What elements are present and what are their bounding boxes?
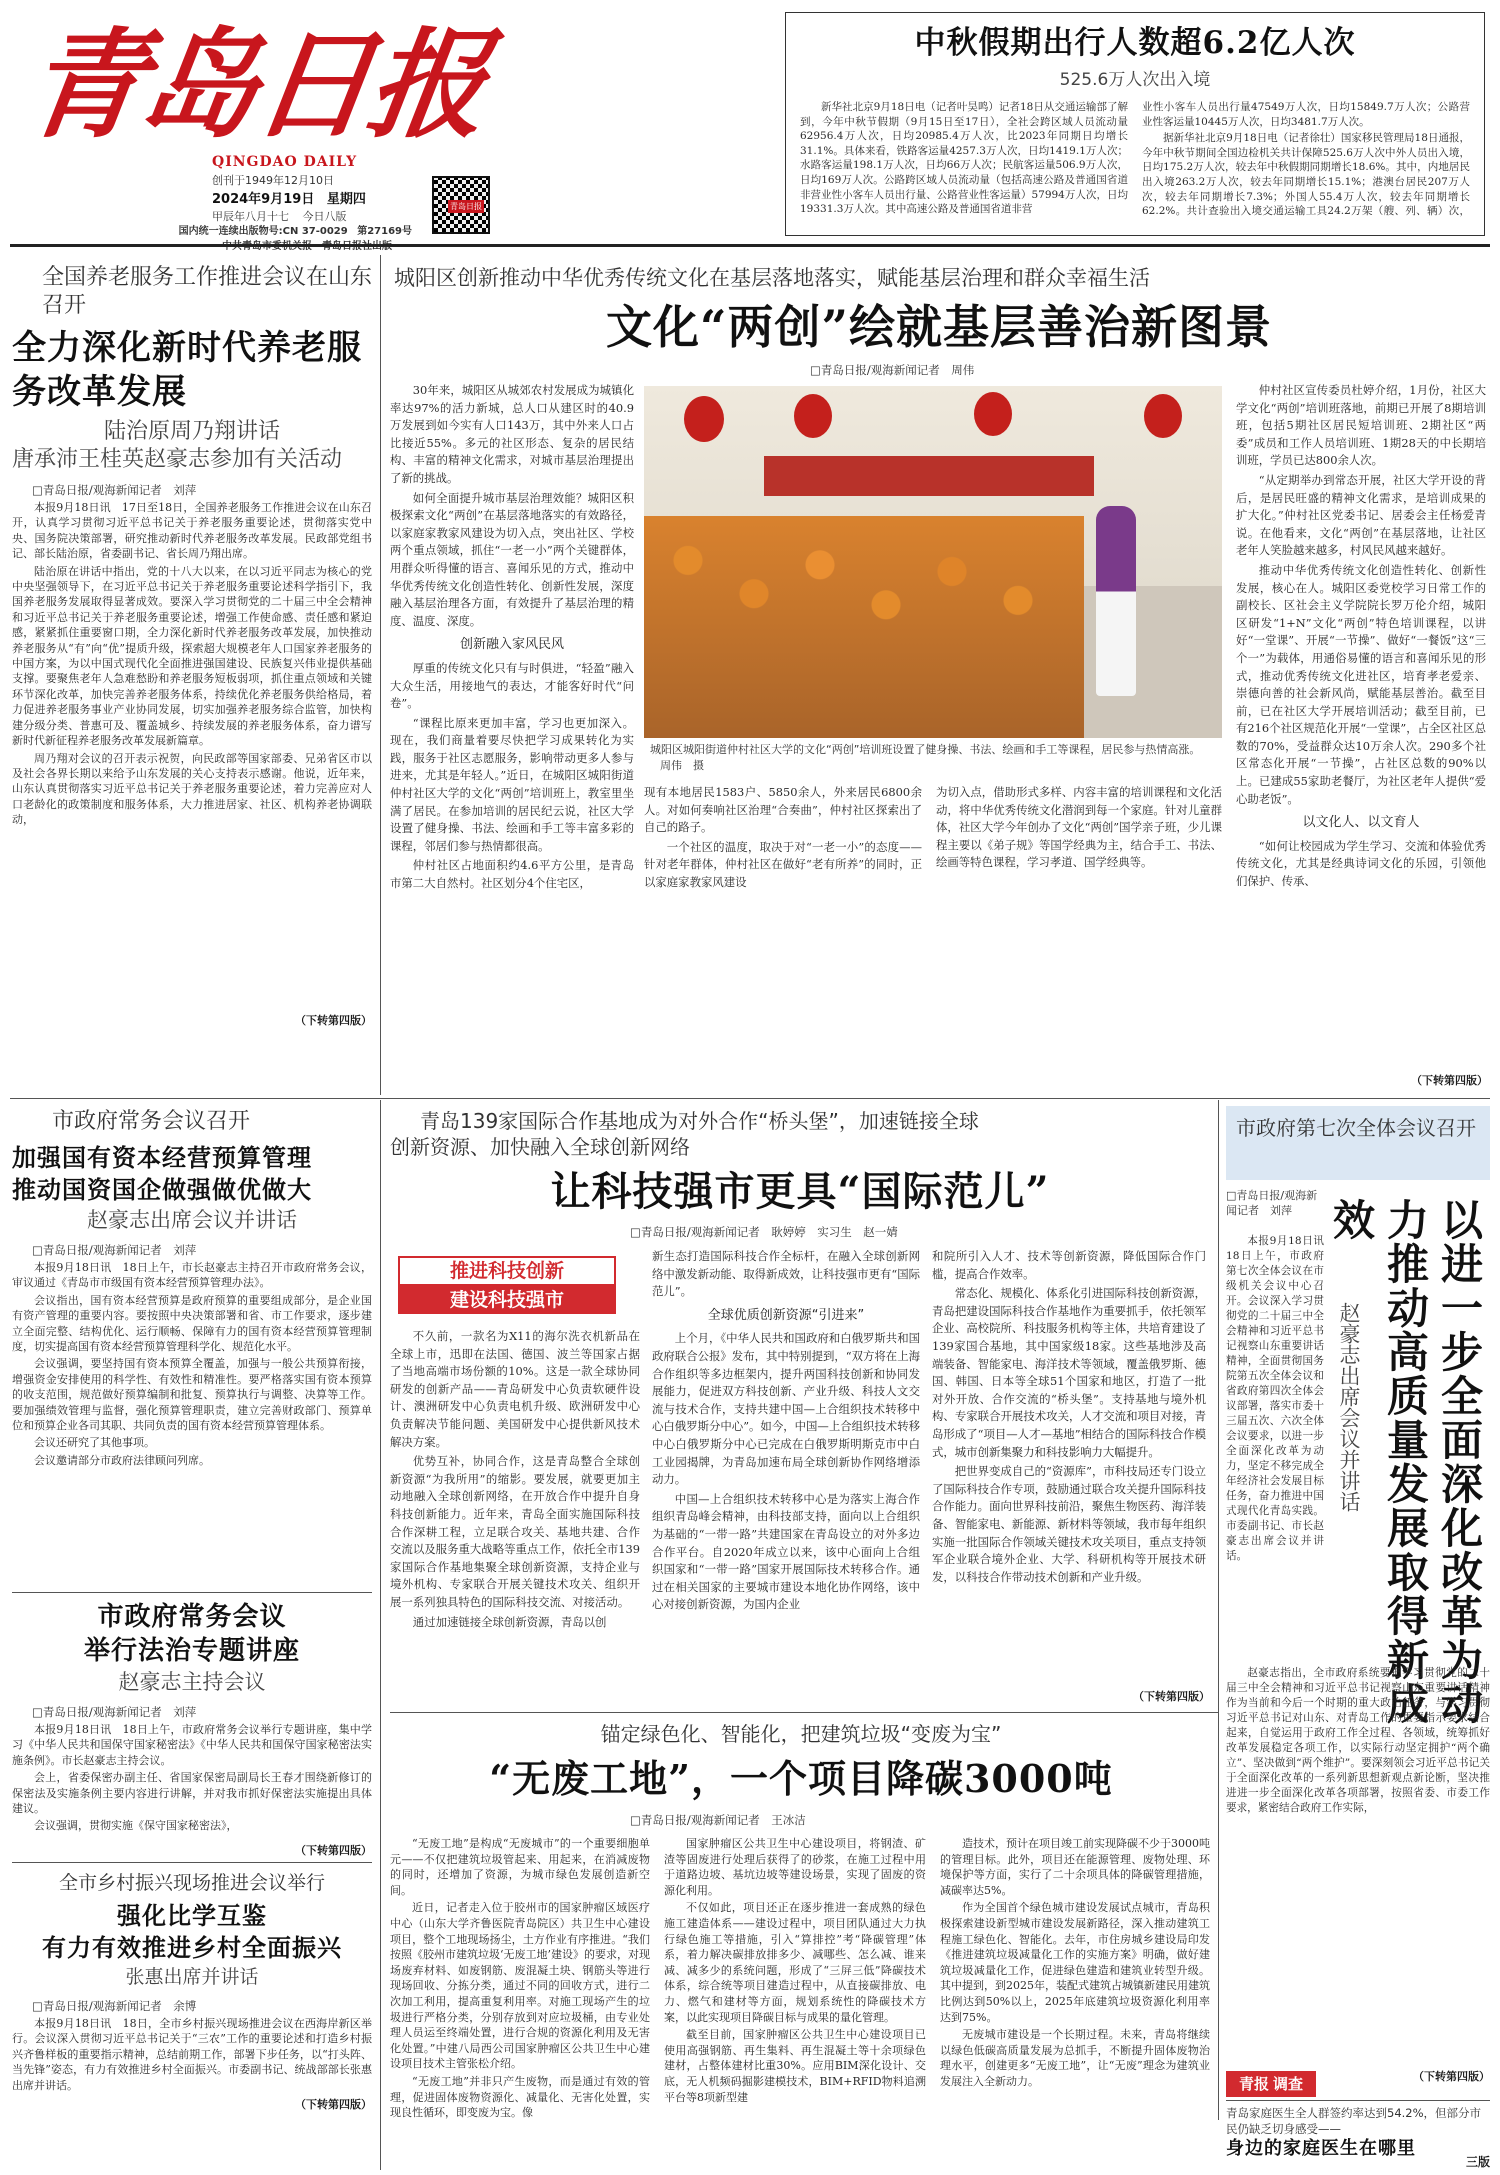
tech-byline: □青岛日报/观海新闻记者 耿婷婷 实习生 赵一婧 bbox=[630, 1225, 898, 1239]
paragraph: 据新华社北京9月18日电（记者徐壮）国家移民管理局18日通报，今年中秋节期间全国边检机关共计保障525.6万人次中外人员出入境，日均175.2万人次，较去年中秋假期同期增长18.6%。其中，内地居民出入境263.2万人次，较去年同期增长15.1%；港澳台居民207万人次，较去年同期增长7.3%；外国人55.4万人次，较去年同期增长62.2%。共计查验出入境交通运输工具24.2万架（艘、列、辆）次， bbox=[1142, 132, 1470, 218]
photo-lantern bbox=[684, 396, 724, 442]
culture-kicker: 城阳区创新推动中华优秀传统文化在基层落地落实，赋能基层治理和群众幸福生活 bbox=[394, 266, 1150, 290]
paragraph: 会议邀请部分市政府法律顾问列席。 bbox=[34, 1453, 210, 1467]
paragraph: 推动中华优秀传统文化创造性转化、创新性发展，核心在人。城阳区委党校学习日常工作的副校长、区社会主义学院院长罗万伦介绍，城阳区研发“1+N”文化“两创”特色培训课程，以讲好“一堂课”、开展“一节操”、做好“一餐饭”这“三个一”为载体，用通俗易懂的语言和喜闻乐见的形式，推动优秀传统文化进社区，培育孝老爱亲、崇德向善的社会新风尚，赋能基层善治。截至目前，已在社区大学开展培训活动；截至目前，已有216个社区规范化开展“一堂课”，占全区社区总数的70%，受益群众达10万余人次。290多个社区常态化开展“一节操”，占社区总数的90%以上。已建成55家助老餐厅，为社区老年人提供“爱心助老饭”。 bbox=[1236, 562, 1486, 806]
paragraph: “课程比原来更加丰富，学习也更加深入。现在，我们商量着要尽快把学习成果转化为实践，服务于社区志愿服务，影响带动更多人参与进来，尤其是年轻人。”近日，在城阳区城阳街道仲村社区大学的文化“两创”培训班上，教室里坐满了居民。在参加培训的居民纪云说，社区大学设置了健身操、书法、绘画和手工等丰富多彩的课程，邻居们参与热情都很高。 bbox=[390, 715, 634, 853]
caption-text: 城阳区城阳街道仲村社区大学的文化“两创”培训班设置了健身操、书法、绘画和手工等课程，居民参与热情高涨。 bbox=[650, 743, 1201, 756]
waste-byline: □青岛日报/观海新闻记者 王冰洁 bbox=[630, 1813, 806, 1827]
paragraph: 国家肿瘤区公共卫生中心建设项目，将钢渣、矿渣等固废进行处理后获得了的砂浆，在施工过程中用于道路边坡、基坑边坡等建设场景，实现了固废的资源化利用。 bbox=[664, 1837, 926, 1897]
paragraph: 上个月，《中华人民共和国政府和白俄罗斯共和国政府联合公报》发布，其中特别提到，“双方将在上海合作组织等多边框架内，提升两国科技创新和协同发展能力，促进双方科技创新、产业升级、科技人文交流与技术合作，支持共建中国—上合组织技术转移中心白俄罗斯分中心”。如今，中国—上合组织技术转移中心白俄罗斯分中心已完成在白俄罗斯明斯克市中白工业园揭牌，为青岛加速布局全球创新协作网络增添动力。 bbox=[652, 1331, 920, 1487]
reform-kicker: 市政府第七次全体会议召开 bbox=[1236, 1116, 1476, 1140]
top-news-body bbox=[800, 100, 1470, 218]
reform-body-bottom bbox=[1226, 1666, 1490, 2064]
waste-kicker: 锚定绿色化、智能化，把建筑垃圾“变废为宝” bbox=[600, 1722, 1002, 1746]
rural-sub: 张惠出席并讲话 bbox=[125, 1966, 259, 1988]
continue-link[interactable]: （下转第四版） bbox=[1411, 1074, 1488, 1087]
reform-kicker-box bbox=[1226, 1106, 1490, 1180]
paragraph: 本报9月18日讯 17日至18日，全国养老服务工作推进会议在山东召开，认真学习贯彻习近平总书记关于养老服务重要论述，贯彻落实党中央、国务院决策部署，研究推动新时代养老服务改革发展。民政部党组书记、部长陆治原，省委副书记、省长周乃翔出席。 bbox=[12, 501, 372, 561]
paragraph: “无废工地”是构成“无废城市”的一个重要细胞单元——不仅把建筑垃圾管起来、用起来，在消减废物的同时，还增加了资源，为城市绿色发展创造新空间。 bbox=[390, 1837, 650, 1897]
waste-col2 bbox=[664, 1836, 926, 2166]
paragraph: 优势互补，协同合作，这是青岛整合全球创新资源“为我所用”的缩影。要发展，就要更加主动地融入全球创新网络，在开放合作中提升自身科技创新能力。近年来，青岛全面实施国际科技合作深耕工程，立足联合攻关、基地共建、合作交流以及服务重大战略等重点工作，依托全市139家国际合作基地集聚全球创新资源，支持企业与境外机构、专家联合开展关键技术攻关、组织开展一系列独具特色的国际科技交流、对接活动。 bbox=[390, 1454, 640, 1609]
rural-title1: 强化比学互鉴 bbox=[117, 1901, 267, 1930]
rural-article bbox=[12, 1870, 372, 2168]
qr-label: 青岛日报 bbox=[450, 202, 482, 211]
paragraph: 会议还研究了其他事项。 bbox=[34, 1436, 155, 1450]
law-lecture-article bbox=[12, 1600, 372, 1860]
masthead-date bbox=[212, 188, 366, 207]
paragraph: 如何全面提升城市基层治理效能？城阳区积极探索文化“两创”在基层落地落实的有效路径，以家庭家教家风建设为切入点，突出社区、学校两个重点领域，抓住“一老一小”两个关键群体，用群众听得懂的语言、喜闻乐见的方式，推动中华优秀传统文化创造性转化、创新性发展，深度融入基层治理各方面，有效提升了基层治理的精度、温度、深度。 bbox=[390, 490, 634, 628]
badge-line-1: 推进科技创新 bbox=[398, 1256, 616, 1286]
culture-subhead-2: 以文化人、以文育人 bbox=[1302, 815, 1420, 831]
reform-article bbox=[1226, 1106, 1490, 2096]
paragraph: 常态化、规模化、体系化引进国际科技创新资源，青岛把建设国际科技合作基地作为重要抓手，依托领军企业、高校院所、科技服务机构等主体，共培育建设了139家国合基地，其中国家级18家。这些基地涉及高端装备、智能家电、海洋技术等领域，覆盖俄罗斯、德国、韩国、日本等全球51个国家和地区，打造了一批对外开放、合作交流的“桥头堡”。支持基地与境外机构、专家联合开展技术攻关，人才交流和项目对接，青岛形成了“项目—人才—基地”相结合的国际科技合作模式，城市创新集聚力和科技影响力大幅提升。 bbox=[932, 1286, 1206, 1459]
tech-kicker-1: 青岛139家国际合作基地成为对外合作“桥头堡”，加速链接全球 bbox=[420, 1109, 979, 1133]
state-capital-title1: 加强国有资本经营预算管理 bbox=[12, 1143, 312, 1172]
culture-photo bbox=[644, 386, 1222, 738]
state-capital-body bbox=[12, 1260, 372, 1582]
continue-link[interactable]: （下转第四版） bbox=[295, 1014, 372, 1027]
culture-col2 bbox=[644, 784, 922, 1084]
paragraph: 本报9月18日讯 18日，全市乡村振兴现场推进会议在西海岸新区举行。会议深入贯彻习近平总书记关于“三农”工作的重要论述和打造乡村振兴齐鲁样板的重要指示精神，总结前期工作，部署下步任务，以“打头阵、当先锋”姿态，有力有效推进乡村全面振兴。市委副书记、统战部部长张惠出席并讲话。 bbox=[12, 2017, 372, 2092]
continue-link[interactable]: （下转第四版） bbox=[295, 2098, 372, 2111]
culture-subhead-1: 创新融入家风民风 bbox=[459, 637, 564, 653]
pension-body bbox=[12, 500, 372, 1012]
tech-col2 bbox=[652, 1248, 920, 1700]
state-capital-article bbox=[12, 1108, 372, 1588]
section-rule bbox=[12, 1592, 372, 1593]
paragraph: 造技术，预计在项目竣工前实现降碳不少于3000吨的管理目标。此外，项目还在能源管理、废物处理、环境保护等方面，实行了二十余项具体的降碳管理措施，减碳率达5%。 bbox=[940, 1837, 1210, 1897]
tech-article bbox=[390, 1108, 1210, 1708]
weekday-text: 星期四 bbox=[326, 192, 366, 207]
masthead-rule bbox=[10, 244, 1490, 247]
culture-col1 bbox=[390, 382, 634, 1082]
photo-banner bbox=[764, 456, 1094, 496]
continue-link[interactable]: （下转第四版） bbox=[1413, 2070, 1490, 2083]
paragraph: 不仅如此，项目还正在逐步推进一套成熟的绿色施工建造体系——建设过程中，项目团队通过大力执行绿色施工等措施，引入“算排控”考“降碳管理”体系，着力解决碳排放排多少、减哪些、怎么减、谁来减、减多少的系统问题，形成了“三屏三低”降碳技术体系，综合统等项目建造过程中，从直接碳排放、电力、燃气和建材等方面，规划系统性的降碳技术方案，以此实现项目降碳目标与成果的量化管理。 bbox=[664, 1901, 926, 2024]
paragraph: 无废城市建设是一个长期过程。未来，青岛将继续以绿色低碳高质量发展为总抓手，不断提升固体废物治理水平，创建更多“无废工地”，让“无废”理念为建筑业发展注入全新动力。 bbox=[940, 2028, 1210, 2088]
top-news-subtitle: 525.6万人次出入境 bbox=[1059, 70, 1211, 90]
paragraph: 厚重的传统文化只有与时俱进，“轻盈”融入大众生活，用接地气的表达，才能客好时代“问卷”。 bbox=[390, 660, 634, 711]
pension-article bbox=[12, 264, 372, 1094]
photo-lantern bbox=[974, 392, 1012, 436]
date-text: 2024年9月19日 bbox=[212, 192, 315, 207]
culture-col4 bbox=[1236, 382, 1486, 1070]
paragraph: 仲村社区宣传委员杜婷介绍，1月份，社区大学文化“两创”培训班落地，前期已开展了8期培训班，包括5期社区居民短培训班、2期社区“两委”成员和工作人员培训班、1期28天的中长期培训班，学员已达800余人次。 bbox=[1236, 383, 1486, 468]
cn-number: 国内统一连续出版物号:CN 37-0029 bbox=[178, 226, 348, 237]
paragraph: 仲村社区占地面积约4.6平方公里，是青岛市第二大自然村。社区划分4个住宅区， bbox=[390, 858, 634, 891]
paragraph: 新华社北京9月18日电（记者叶昊鸣）记者18日从交通运输部了解到，今年中秋节假期（9月15日至17日），全社会跨区域人员流动量62956.4万人次，日均20985.4万人次，比2023年同期日均增长31.1%。具体来看，铁路客运量4257.3万人次，日均1419.1万人次；水路客运量198.1万人次，日均66万人次；民航客运量506.9万人次，日均169万人次。公路跨区域人员流动量（包括高速公路及普通国省道非营业性小客车人员出行量、公路营业性客运量）57994万人次，日均19331.3万人次。其中高速公路及普通国省道非营 bbox=[800, 101, 1128, 216]
waste-article bbox=[390, 1720, 1212, 2170]
waste-col1 bbox=[390, 1836, 650, 2166]
masthead bbox=[12, 6, 542, 246]
paragraph: 一个社区的温度，取决于对“一老一小”的态度——针对老年群体，仲村社区在做好“老有所养”的同时，正以家庭家教家风建设 bbox=[644, 839, 922, 889]
continue-link[interactable]: （下转第四版） bbox=[1133, 1690, 1210, 1703]
photo-credit: 周伟 摄 bbox=[660, 759, 704, 772]
rural-title2: 有力有效推进乡村全面振兴 bbox=[42, 1933, 342, 1962]
law-title2: 举行法治专题讲座 bbox=[83, 1636, 300, 1666]
paragraph: 和院所引入人才、技术等创新资源，降低国际合作门槛，提高合作效率。 bbox=[932, 1249, 1206, 1281]
pension-title: 全力深化新时代养老服务改革发展 bbox=[12, 328, 362, 412]
state-capital-kicker: 市政府常务会议召开 bbox=[52, 1109, 251, 1134]
paragraph: 周乃翔对会议的召开表示祝贺，向民政部等国家部委、兄弟省区市以及社会各界长期以来给予山东发展的关心支持表示感谢。他说，近年来，山东认真贯彻落实习近平总书记关于养老服务重要论述，着力完善应对人口老龄化的政策制度和服务体系，大力推进居家、社区、机构养老协调联动， bbox=[12, 751, 372, 827]
survey-badge bbox=[1226, 2071, 1316, 2097]
paragraph: 会上，省委保密办副主任、省国家保密局副局长王春才围绕新修订的保密法及实施条例主要内容进行讲解，并对我市抓好保密法实施提出具体建议。 bbox=[12, 1771, 372, 1816]
paragraph: 把世界变成自己的“资源库”，市科技局还专门设立了国际科技合作专项，鼓励通过联合攻关提升国际科技合作能力。面向世界科技前沿，聚焦生物医药、海洋装备、智能家电、新能源、新材料等领域，我市每年组织实施一批国际合作领域关键技术攻关项目，重点支持领军企业联合境外企业、大学、科研机构等开展技术研发，以科技合作带动技术创新和产业升级。 bbox=[932, 1464, 1206, 1584]
column-rule bbox=[380, 1100, 381, 2170]
paragraph: 不久前，一款名为X11的海尔洗衣机新品在全球上市，迅即在法国、德国、波兰等国家占据了当地高端市场份额的10%。这是一款全球协同研发的创新产品——青岛研发中心负责软硬件设计、澳洲研发中心负责电机升级、欧洲研发中心负责解决节能问题、美国研发中心提供新风技术解决方案。 bbox=[390, 1329, 640, 1449]
tech-col3 bbox=[932, 1248, 1206, 1680]
rural-byline: □青岛日报/观海新闻记者 余博 bbox=[32, 1999, 197, 2013]
culture-title: 文化“两创”绘就基层善治新图景 bbox=[606, 300, 1272, 354]
top-news-col1 bbox=[800, 100, 1128, 218]
pension-byline: □青岛日报/观海新闻记者 刘萍 bbox=[32, 483, 197, 497]
pension-sub1: 陆治原周乃翔讲话 bbox=[103, 419, 280, 444]
column-rule bbox=[380, 255, 381, 1095]
paragraph: 本报9月18日讯 18日上午，市长赵豪志主持召开市政府常务会议，审议通过《青岛市市级国有资本经营预算管理办法》。 bbox=[12, 1261, 372, 1290]
survey-page: 三版 bbox=[1465, 2155, 1490, 2169]
badge-line-2: 建设科技强市 bbox=[398, 1286, 616, 1314]
section-rule bbox=[390, 1712, 1218, 1713]
pension-sub2: 唐承沛王桂英赵豪志参加有关活动 bbox=[12, 447, 343, 472]
qr-code bbox=[432, 176, 490, 234]
paragraph: 业性小客车人员出行量47549万人次，日均15849.7万人次；公路营业性客运量10445万人次，日均3481.7万人次。 bbox=[1142, 101, 1470, 128]
law-byline: □青岛日报/观海新闻记者 刘萍 bbox=[32, 1705, 197, 1719]
survey-badge-1: 青报 bbox=[1238, 2075, 1269, 2093]
paragraph: 近日，记者走入位于胶州市的国家肿瘤区域医疗中心（山东大学齐鲁医院青岛院区）共卫生中心建设项目，整个工地现场扬尘，土方作业有序推进。“我们按照《胶州市建筑垃圾‘无废工地’建设》的要求，对现场废弃材料、如废钢筋、废混凝土块、钢筋头等进行现场回收、分拣分类，通过不同的回收方式，进行二次加工利用，提高重复利用率。对施工现场产生的垃圾进行严格分类，分别存放到对应垃圾桶，由专业处理人员运至终端处置，进行合规的资源化利用及无害化处置。”中建八局西公司国家肿瘤区公共卫生中心建设项目技术主管张松介绍。 bbox=[390, 1901, 650, 2071]
continue-link[interactable]: （下转第四版） bbox=[295, 1844, 372, 1857]
culture-col3 bbox=[936, 784, 1222, 1084]
tech-kicker-2: 创新资源、加快融入全球创新网络 bbox=[390, 1135, 690, 1159]
reform-title: 以进一步全面深化改革为动力推动高质量发展取得新成效 bbox=[1327, 1198, 1484, 1726]
column-rule bbox=[1218, 1100, 1219, 2120]
reform-sub: 赵豪志出席会议并讲话 bbox=[1337, 1302, 1361, 1512]
paragraph: 会议强调，贯彻实施《保守国家秘密法》， bbox=[34, 1819, 238, 1833]
paragraph: 陆治原在讲话中指出，党的十八大以来，在以习近平同志为核心的党中央坚强领导下，在习近平总书记关于养老服务重要论述科学指引下，我国养老服务发展取得显著成效。要深入学习贯彻党的二十届三中全会精神和习近平总书记关于养老服务重要论述，增强工作使命感、责任感和紧迫感，紧紧抓住重要窗口期，全力深化新时代养老服务改革发展，加快推动养老服务从“有”向“优”提质升级，探索超大规模老年人口国家养老服务的中国方案，为以中国式现代化全面推进强国建设、民族复兴伟业提供基础支撑。要聚焦老年人急难愁盼和养老服务短板弱项，抓住重点领域和关键环节深化改革，加快完善养老服务体系，持续优化养老服务供给格局，着力促进养老服务事业产业协同发展，切实加强养老服务综合监管，加快构建分级分类、普惠可及、覆盖城乡、持续发展的养老服务体系，奋力谱写新时代新征程养老服务改革发展新篇章。 bbox=[12, 564, 372, 748]
photo-lantern bbox=[794, 394, 832, 438]
state-capital-sub: 赵豪志出席会议并讲话 bbox=[87, 1208, 297, 1232]
issue-number: 第27169号 bbox=[357, 226, 412, 237]
paragraph: 为切入点，借助形式多样、内容丰富的培训课程和文化活动，将中华优秀传统文化潜润到每一个家庭。针对儿童群体，社区大学今年创办了文化“两创”国学亲子班，少儿课程主要以《弟子规》等国学经典为主，结合手工、书法、绘画等特色课程，学习孝道、国学经典等。 bbox=[936, 785, 1222, 870]
survey-badge-2: 调查 bbox=[1273, 2075, 1304, 2093]
state-capital-byline: □青岛日报/观海新闻记者 刘萍 bbox=[32, 1243, 197, 1257]
edition-text: 今日八版 bbox=[302, 210, 347, 223]
paragraph: 本报9月18日讯 18日上午，市政府第七次全体会议在市级机关会议中心召开。会议深入学习贯彻党的二十届三中全会精神和习近平总书记视察山东重要讲话精神，全面贯彻国务院第五次全体会议和省政府第四次全体会议部署，落实市委十三届五次、六次全体会议要求，以进一步全面深化改革为动力，坚定不移完成全年经济社会发展目标任务，奋力推进中国式现代化青岛实践。市委副书记、市长赵豪志出席会议并讲话。 bbox=[1226, 1235, 1324, 1562]
pension-kicker: 全国养老服务工作推进会议在山东召开 bbox=[42, 265, 373, 318]
paragraph: 新生态打造国际科技合作全标杆，在融入全球创新网络中激发新动能、取得新成效，让科技强市更有“国际范儿”。 bbox=[652, 1249, 920, 1299]
paragraph: 本报9月18日讯 18日上午，市政府常务会议举行专题讲座，集中学习《中华人民共和国保守国家秘密法》《中华人民共和国保守国家秘密法实施条例》。市长赵豪志主持会议。 bbox=[12, 1723, 372, 1767]
tech-title: 让科技强市更具“国际范儿” bbox=[550, 1168, 1050, 1215]
photo-lantern bbox=[1144, 394, 1182, 438]
paragraph: 通过加速链接全球创新资源，青岛以创 bbox=[412, 1614, 607, 1629]
rural-body bbox=[12, 2016, 372, 2096]
culture-byline: □青岛日报/观海新闻记者 周伟 bbox=[810, 363, 975, 377]
paragraph: 中国—上合组织技术转移中心是为落实上海合作组织青岛峰会精神，由科技部支持，面向以上合组织为基础的“一带一路”共建国家在青岛设立的对外多边合作平台。自2020年成立以来，该中心面向上合组织国家和“一带一路”国家开展国际技术转移合作。通过在相关国家的主要城市建设本地化协作网络，该中心对接创新资源，为国内企业 bbox=[652, 1491, 920, 1612]
masthead-issue bbox=[12, 222, 412, 237]
paragraph: “无废工地”并非只产生废物，而是通过有效的管理，促进固体废物资源化、减量化、无害化处置，实现良性循环，即变废为宝。像 bbox=[390, 2074, 650, 2120]
rural-kicker: 全市乡村振兴现场推进会议举行 bbox=[58, 1872, 325, 1894]
paragraph: 赵豪志指出，全市政府系统要把学习贯彻党的二十届三中全会精神和习近平总书记视察山东重要讲话精神作为当前和今后一个时期的重大政治任务，与学习贯彻习近平总书记对山东、对青岛工作的重要指示要求结合起来，自觉运用于政府工作全过程、各领域，统筹抓好改革发展稳定各项工作，以实际行动坚定拥护“两个确立”、坚决做到“两个维护”。要深刻领会习近平总书记关于全面深化改革的一系列新思想新观点新论断，坚决推进进一步全面深化改革各项部署，按照省委、市委工作要求，紧密结合政府工作实际， bbox=[1226, 1667, 1490, 1814]
paragraph: “如何让校园成为学生学习、交流和体验优秀传统文化，尤其是经典诗词文化的乐园，引领他们保护、传承、 bbox=[1236, 838, 1486, 889]
law-title1: 市政府常务会议 bbox=[97, 1602, 287, 1632]
paragraph: 作为全国首个绿色城市建设发展试点城市，青岛积极探索建设新型城市建设发展新路径，深入推动建筑工程施工绿色化、智能化。去年，市住房城乡建设局印发《推进建筑垃圾减量化工作的实施方案》明确，做好建筑垃圾减量化工作，促进绿色建造和建筑业转型升级。其中提到，到2025年，装配式建筑占城镇新建民用建筑比例达到50%以上，2025年底建筑垃圾资源化利用率达到75%。 bbox=[940, 1901, 1210, 2024]
survey-kicker: 青岛家庭医生全人群签约率达到54.2%，但部分市民仍缺乏切身感受—— bbox=[1226, 2106, 1482, 2136]
photo-audience bbox=[644, 516, 1084, 738]
tech-subhead: 全球优质创新资源“引进来” bbox=[707, 1307, 865, 1323]
paragraph: “从定期举办到常态开展，社区大学开设的背后，是居民旺盛的精神文化需求，是培训成果的扩大化。”仲村社区党委书记、居委会主任杨爱青说。在他看来，文化“两创”在基层落地，让社区老年人笑脸越来越多，村风民风越来越好。 bbox=[1236, 472, 1486, 558]
culture-caption bbox=[650, 742, 1216, 774]
tech-col1 bbox=[390, 1328, 640, 1700]
paragraph: 会议强调，要坚持国有资本预算全覆盖，加强与一般公共预算衔接，增强资金安排使用的科学性、有效性和精准性。要严格落实国有资本预算的收支范围，规范做好预算编制和批复、预算执行与调整、决算等工作。要加强绩效管理与监督，强化预算管理职责，建立完善财政部门、预算单位和预算企业各司其职、共同负责的国有资本经营预算管理体系。 bbox=[12, 1357, 372, 1433]
reform-byline: □青岛日报/观海新闻记者 刘萍 bbox=[1226, 1189, 1318, 1217]
top-news-box bbox=[785, 12, 1485, 236]
masthead-logo: 青岛日报 bbox=[17, 15, 493, 154]
waste-title: “无废工地”，一个项目降碳3000吨 bbox=[489, 1756, 1113, 1801]
survey-title: 身边的家庭医生在哪里 bbox=[1226, 2138, 1416, 2159]
law-sub: 赵豪志主持会议 bbox=[118, 1670, 266, 1694]
paragraph: 30年来，城阳区从城郊农村发展成为城镇化率达97%的活力新城，总人口从建区时的40.9万发展到如今实有人口143万，其中外来人口占比接近55%。多元的社区形态、复杂的居民结构、丰富的精神文化需求，对城市基层治理提出了新的挑战。 bbox=[390, 383, 634, 485]
top-news-col2 bbox=[1142, 100, 1470, 218]
paragraph: 截至目前，国家肿瘤区公共卫生中心建设项目已使用高强钢筋、再生集料、再生混凝土等十余项绿色建材，占整体建材比重30%。应用BIM深化设计、交底，无人机频码掘影建模技术，BIM+RFID物料追溯平台等8项新型建 bbox=[664, 2028, 926, 2104]
state-capital-title2: 推动国资国企做强做优做大 bbox=[12, 1175, 312, 1204]
top-news-title: 中秋假期出行人数超6.2亿人次 bbox=[914, 25, 1356, 61]
culture-article bbox=[390, 264, 1488, 1094]
masthead-english: QINGDAO DAILY bbox=[212, 154, 358, 170]
reform-body-top bbox=[1226, 1234, 1324, 1654]
waste-col3 bbox=[940, 1836, 1210, 2166]
tech-badge bbox=[398, 1256, 616, 1316]
section-rule bbox=[12, 1862, 372, 1863]
masthead-founded: 创刊于1949年12月10日 bbox=[212, 174, 334, 187]
paragraph: 现有本地居民1583户、5850余人，外来居民6800余人。对如何奏响社区治理“合奏曲”，仲村社区探索出了自己的路子。 bbox=[644, 785, 922, 835]
photo-instructor bbox=[1096, 506, 1136, 696]
section-rule bbox=[10, 1098, 1490, 1099]
lunar-text: 甲辰年八月十七 bbox=[212, 210, 289, 223]
paragraph: 会议指出，国有资本经营预算是政府预算的重要组成部分，是企业国有资产管理的重要内容。要按照中央决策部署和省、市工作要求，逐步建立全面完整、结构优化、运行顺畅、保障有力的国有资本经营预算管理制度，切实提高国有资本经营预算管理科学化、规范化水平。 bbox=[12, 1293, 372, 1354]
law-body bbox=[12, 1722, 372, 1842]
